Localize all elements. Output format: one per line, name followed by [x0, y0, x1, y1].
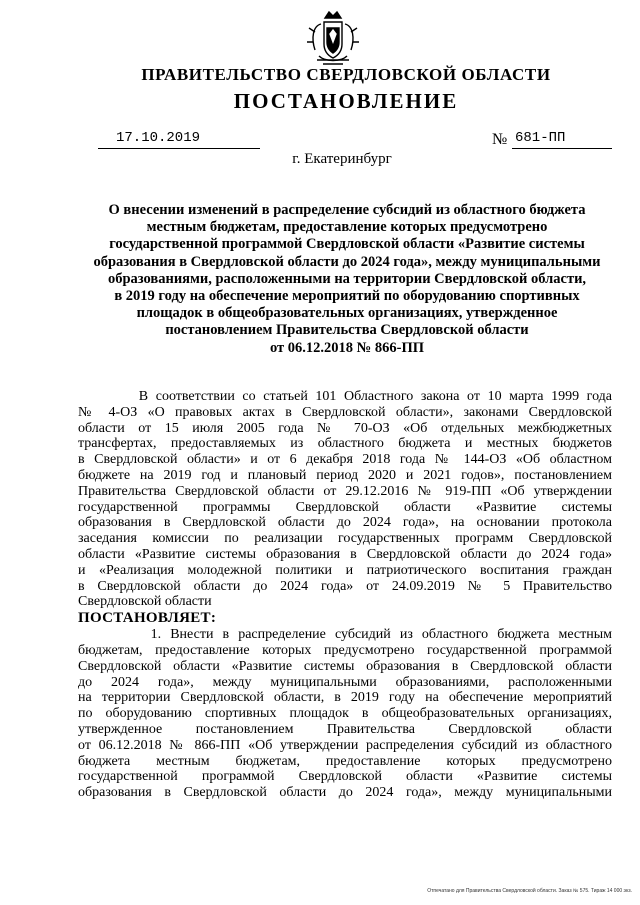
number-sign: № [492, 131, 508, 148]
clause-line: бюджета местным бюджетам, предоставление которых предусмотрено [78, 753, 612, 769]
clause-line: по оборудованию спортивных площадок в общеобразовательных организациях, [78, 706, 612, 722]
preamble-line: Свердловской области [78, 594, 212, 610]
title-line: образованиями, расположенными на территории Свердловской области, [107, 270, 587, 287]
print-footer-note: Отпечатано для Правительства Свердловской области. Заказ № 575. Тираж 14 000 экз. [427, 888, 632, 894]
document-title [86, 202, 608, 357]
clause-line: утвержденное постановлением Правительства Свердловской области [78, 721, 612, 737]
document-number: 681-ПП [515, 130, 566, 146]
clause-line: бюджетам, предоставление которых предусмотрено государственной программой [78, 642, 612, 658]
preamble-line: области «Развитие системы образования в Свердловской области до 2024 года» [78, 546, 612, 562]
number-underline [512, 148, 612, 149]
preamble-line: заседания комиссии по реализации государственных программ Свердловской [78, 531, 612, 547]
title-line: в 2019 году на обеспечение мероприятий по оборудованию спортивных [114, 288, 580, 305]
preamble-line: в Свердловской области до 2024 года» от 24.09.2019 № 5 Правительство [78, 578, 612, 594]
preamble-line: области от 15 июля 2005 года № 70-ОЗ «Об отдельных межбюджетных [78, 420, 612, 436]
preamble-line: и «Реализация молодежной политики и патриотического воспитания граждан [78, 562, 612, 578]
preamble-line: трансфертах, предоставляемых из областного бюджета и местных бюджетов [78, 436, 612, 452]
title-line: О внесении изменений в распределение субсидий из областного бюджета [108, 202, 586, 218]
clause-line: на территории Свердловской области, в 2019 году на обеспечение мероприятий [78, 690, 612, 706]
preamble-line: бюджете на 2019 год и плановый период 2020 и 2021 годов», постановлением [78, 467, 612, 483]
title-line: площадок в общеобразовательных организациях, утвержденное [136, 305, 558, 322]
document-type: ПОСТАНОВЛЕНИЕ [233, 89, 459, 113]
preamble-line: образования в Свердловской области до 2024 года», на основании протокола [78, 515, 612, 531]
clause-line: образования в Свердловской области до 2024 года», между муниципальными [78, 785, 612, 801]
clause-1 [78, 627, 612, 801]
resolves-heading: ПОСТАНОВЛЯЕТ: [78, 610, 217, 627]
clause-line: Свердловской области «Развитие системы образования в Свердловской области [78, 658, 612, 674]
title-line: от 06.12.2018 № 866-ПП [269, 339, 424, 356]
title-line: местным бюджетам, предоставление которых предусмотрено [146, 219, 548, 236]
preamble-line: в Свердловской области» и от 6 декабря 2018 года № 144-ОЗ «Об областном [78, 452, 612, 468]
city: г. Екатеринбург [292, 151, 392, 167]
document-body [78, 389, 612, 801]
title-line: постановлением Правительства Свердловской области [165, 322, 529, 339]
title-line: государственной программой Свердловской области «Развитие системы [109, 236, 585, 253]
preamble [78, 389, 612, 610]
organization-name: ПРАВИТЕЛЬСТВО СВЕРДЛОВСКОЙ ОБЛАСТИ [141, 65, 551, 84]
preamble-line: № 4-ОЗ «О правовых актах в Свердловской области», законами Свердловской [78, 404, 612, 420]
date-underline [98, 148, 260, 149]
clause-line: государственной программой Свердловской области «Развитие системы [78, 769, 612, 785]
preamble-line: государственной программы Свердловской области «Развитие системы [78, 499, 612, 515]
title-line: образования в Свердловской области до 2024 года», между муниципальными [93, 253, 601, 270]
clause-line: до 2024 года», между муниципальными образованиями, расположенными [78, 674, 612, 690]
preamble-line: Правительства Свердловской области от 29.12.2016 № 919-ПП «Об утверждении [78, 483, 612, 499]
document-date: 17.10.2019 [116, 130, 201, 146]
clause-line: 1. Внести в распределение субсидий из областного бюджета местным [78, 627, 612, 643]
clause-line: от 06.12.2018 № 866-ПП «Об утверждении распределения субсидий из областного [78, 737, 612, 753]
preamble-line: В соответствии со статьей 101 Областного закона от 10 марта 1999 года [78, 389, 612, 404]
coat-of-arms-icon [303, 8, 363, 68]
